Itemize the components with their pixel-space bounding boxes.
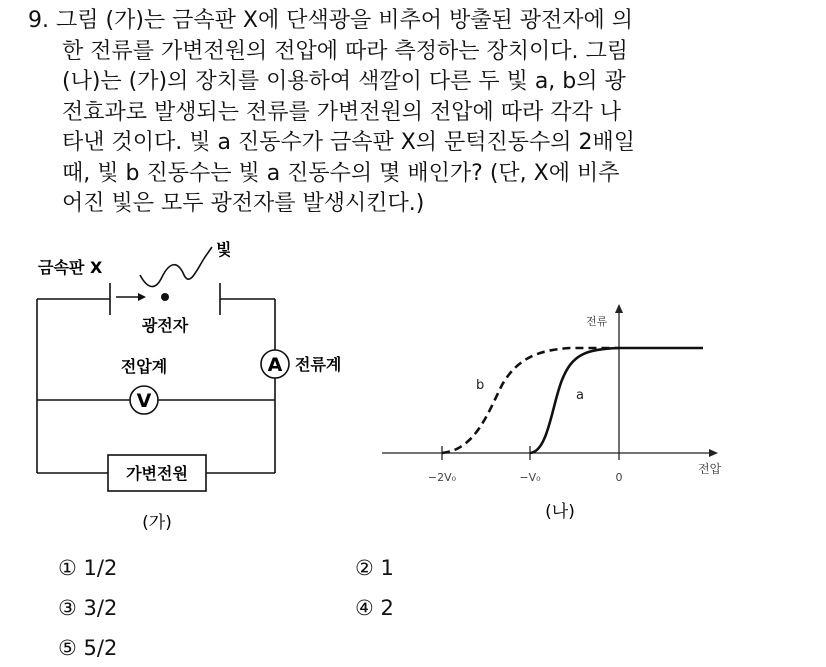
question-line: 때, 빛 b 진동수는 빛 a 진동수의 몇 배인가? (단, X에 비추	[62, 160, 620, 186]
curve-a-label: a	[576, 388, 584, 403]
choice-text: 2	[380, 596, 394, 620]
question-line: (나)는 (가)의 장치를 이용하여 색깔이 다른 두 빛 a, b의 광	[62, 69, 626, 94]
y-axis-label: 전류	[586, 315, 608, 328]
choice-5[interactable]	[58, 636, 117, 660]
x-axis-arrowhead	[709, 449, 718, 457]
ammeter-label: 전류계	[295, 355, 342, 374]
choice-text: 5/2	[83, 636, 118, 660]
choice-4[interactable]	[355, 596, 394, 620]
figure-caption-ga: (가)	[142, 513, 172, 533]
photoelectron-dot	[161, 293, 169, 301]
tick-label: −2V₀	[427, 471, 457, 484]
light-label: 빛	[216, 240, 232, 259]
voltmeter-symbol: V	[136, 390, 152, 412]
current-voltage-graph	[380, 295, 740, 585]
choice-number: ③	[58, 596, 77, 620]
choice-number: ④	[355, 596, 374, 620]
question-line: 한 전류를 가변전원의 전압에 따라 측정하는 장치이다. 그림	[62, 38, 628, 64]
power-supply-label: 가변전원	[126, 464, 188, 483]
choice-text: 1	[380, 556, 394, 580]
y-axis-arrowhead	[615, 304, 623, 313]
question-line: 어진 빛은 모두 광전자를 발생시킨다.)	[62, 191, 425, 216]
choice-number: ②	[355, 556, 374, 580]
arrow-head	[138, 293, 146, 301]
question-text	[28, 6, 818, 220]
choice-1[interactable]	[58, 556, 117, 580]
choice-2[interactable]	[355, 556, 394, 580]
x-axis-label: 전압	[698, 462, 722, 476]
choice-text: 1/2	[83, 556, 118, 580]
metal-plate-label: 금속판 X	[38, 258, 103, 277]
ammeter-symbol: A	[267, 354, 283, 376]
photoelectron-label: 광전자	[141, 316, 189, 335]
voltmeter-label: 전압계	[120, 357, 168, 376]
tick-label: −V₀	[519, 471, 541, 484]
question-line: 9. 그림 (가)는 금속판 X에 단색광을 비추어 방출된 광전자에 의	[28, 8, 633, 33]
curve-b-label: b	[476, 378, 485, 393]
question-line: 전효과로 발생되는 전류를 가변전원의 전압에 따라 각각 나	[62, 99, 622, 125]
choice-number: ⑤	[58, 636, 77, 660]
circuit-diagram	[20, 235, 400, 535]
tick-label: 0	[615, 471, 623, 484]
choice-number: ①	[58, 556, 77, 580]
figure-caption-na: (나)	[545, 502, 575, 522]
curve-a	[530, 348, 703, 453]
curve-b	[442, 348, 619, 453]
choice-3[interactable]	[58, 596, 117, 620]
question-line: 타낸 것이다. 빛 a 진동수가 금속판 X의 문턱진동수의 2배일	[62, 130, 636, 155]
choice-text: 3/2	[83, 596, 118, 620]
